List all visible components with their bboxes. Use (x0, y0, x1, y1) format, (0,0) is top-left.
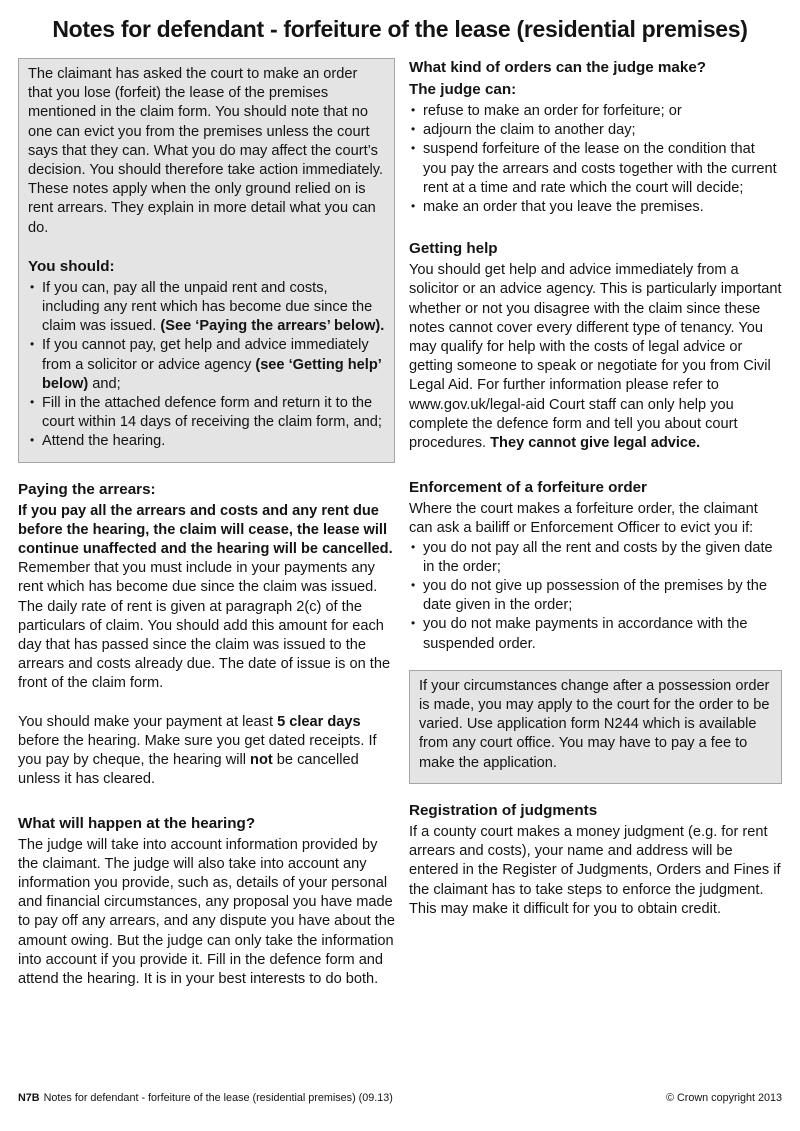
variation-notice-box (409, 670, 782, 784)
content-columns (18, 58, 782, 989)
footer-form-title: Notes for defendant - forfeiture of the lease (residential premises) (09.13) (43, 1092, 393, 1104)
getting-help-heading: Getting help (409, 240, 498, 258)
judge-can-subheading: The judge can: (409, 81, 517, 98)
right-column (409, 58, 782, 919)
you-should-list (28, 279, 385, 452)
section-enforcement (409, 478, 782, 654)
getting-help-paragraph: You should get help and advice immediately from a solicitor or an advice agency. This is particularly important whether or not you disagree with the claim since these notes cannot cover every different type of tenancy. You may qualify for help with the costs of legal advice or getting someone to speak or negotiate for you from Civil Legal Aid. For further information please refer to www.gov.uk/legal-aid Court staff can only help you complete the defence form and tell you about court procedures. They cannot give legal advice. (409, 262, 782, 452)
bullet-item: • Fill in the attached defence form and return it to the court within 14 days of receiving the claim form, and; (28, 394, 385, 432)
page-footer (18, 1092, 782, 1105)
judge-orders-list (409, 102, 782, 217)
payment-timing-paragraph: You should make your payment at least 5 clear days before the hearing. Make sure you get dated receipts. If you pay by cheque, the hearing will not be cancelled unless it has cleared. (18, 713, 377, 788)
enforcement-paragraph: Where the court makes a forfeiture order, the claimant can ask a bailiff or Enforcement Officer to evict you if: (409, 501, 758, 537)
bullet-item: • you do not pay all the rent and costs by the given date in the order; (409, 539, 782, 577)
hearing-paragraph: The judge will take into account information provided by the claimant. The judge will also take into account any information you provide, such as, details of your personal and financial circumstances, any proposal you have made to pay off any arrears, and any dispute you have about the amount owing. But the judge can only take the information into account if you provide it. Fill in the defence form and attend the hearing. It is in your best interests to do both. (18, 836, 395, 987)
crown-copyright: © Crown copyright 2013 (666, 1092, 782, 1104)
registration-heading: Registration of judgments (409, 801, 598, 819)
bullet-item: • you do not make payments in accordance with the suspended order. (409, 615, 782, 653)
bullet-item: • Attend the hearing. (28, 432, 385, 451)
bullet-item: • If you can, pay all the unpaid rent and costs, including any rent which has become due since the claim was issued. (See ‘Paying the arrears’ below). (28, 279, 385, 337)
section-paying-arrears (18, 480, 395, 790)
section-getting-help (409, 239, 782, 453)
section-registration (409, 801, 782, 919)
bullet-item: • suspend forfeiture of the lease on the condition that you pay the arrears and costs together with the current rent at a time and rate which the court will decide; (409, 140, 782, 198)
enforcement-list (409, 539, 782, 654)
bullet-item: • you do not give up possession of the premises by the date given in the order; (409, 577, 782, 615)
section-judge-orders (409, 58, 782, 217)
intro-paragraph: The claimant has asked the court to make an order that you lose (forfeit) the lease of the premises mentioned in the claim form. You should note that no one can evict you from the premises unless the court says that they can. What you do may affect the court’s decision. You should therefore take action immediately. These notes apply when the only ground relied on is rent arrears. They explain in more detail what you can do. (28, 66, 384, 236)
bullet-item: • refuse to make an order for forfeiture; or (409, 102, 782, 121)
bullet-item: • If you cannot pay, get help and advice immediately from a solicitor or advice agency (see ‘Getting help’ below) and; (28, 336, 385, 394)
section-hearing (18, 814, 395, 990)
footer-form-reference (18, 1092, 393, 1105)
bullet-item: • make an order that you leave the premises. (409, 198, 782, 217)
form-code: N7B (18, 1092, 40, 1104)
judge-orders-heading: What kind of orders can the judge make? (409, 59, 707, 76)
left-column (18, 58, 395, 989)
you-should-heading: You should: (28, 257, 115, 275)
variation-paragraph: If your circumstances change after a possession order is made, you may apply to the court for the order to be varied. Use application form N244 which is available from any court office. You may have to pay a fee to make the application. (419, 677, 770, 771)
paying-arrears-paragraph: If you pay all the arrears and costs and any rent due before the hearing, the claim will cease, the lease will continue unaffected and the hearing will be cancelled. Remember that you must include in your payments any rent which has become due since the claim was issued. The daily rate of rent is given at paragraph 2(c) of the particulars of claim. You should add this amount for each day that has passed since the claim was issued to the arrears and costs already due. The date of issue is on the front of the claim form. (18, 502, 393, 692)
enforcement-heading: Enforcement of a forfeiture order (409, 479, 647, 497)
page-title: Notes for defendant - forfeiture of the lease (residential premises) (52, 16, 748, 42)
bullet-item: • adjourn the claim to another day; (409, 121, 782, 140)
intro-notice-box (18, 58, 395, 463)
paying-arrears-heading: Paying the arrears: (18, 480, 156, 498)
registration-paragraph: If a county court makes a money judgment (e.g. for rent arrears and costs), your name and address will be entered in the Register of Judgments, Orders and Fines if the claimant has to take steps to enforce the judgment. This may make it difficult for you to obtain credit. (409, 823, 781, 917)
hearing-heading: What will happen at the hearing? (18, 814, 256, 832)
